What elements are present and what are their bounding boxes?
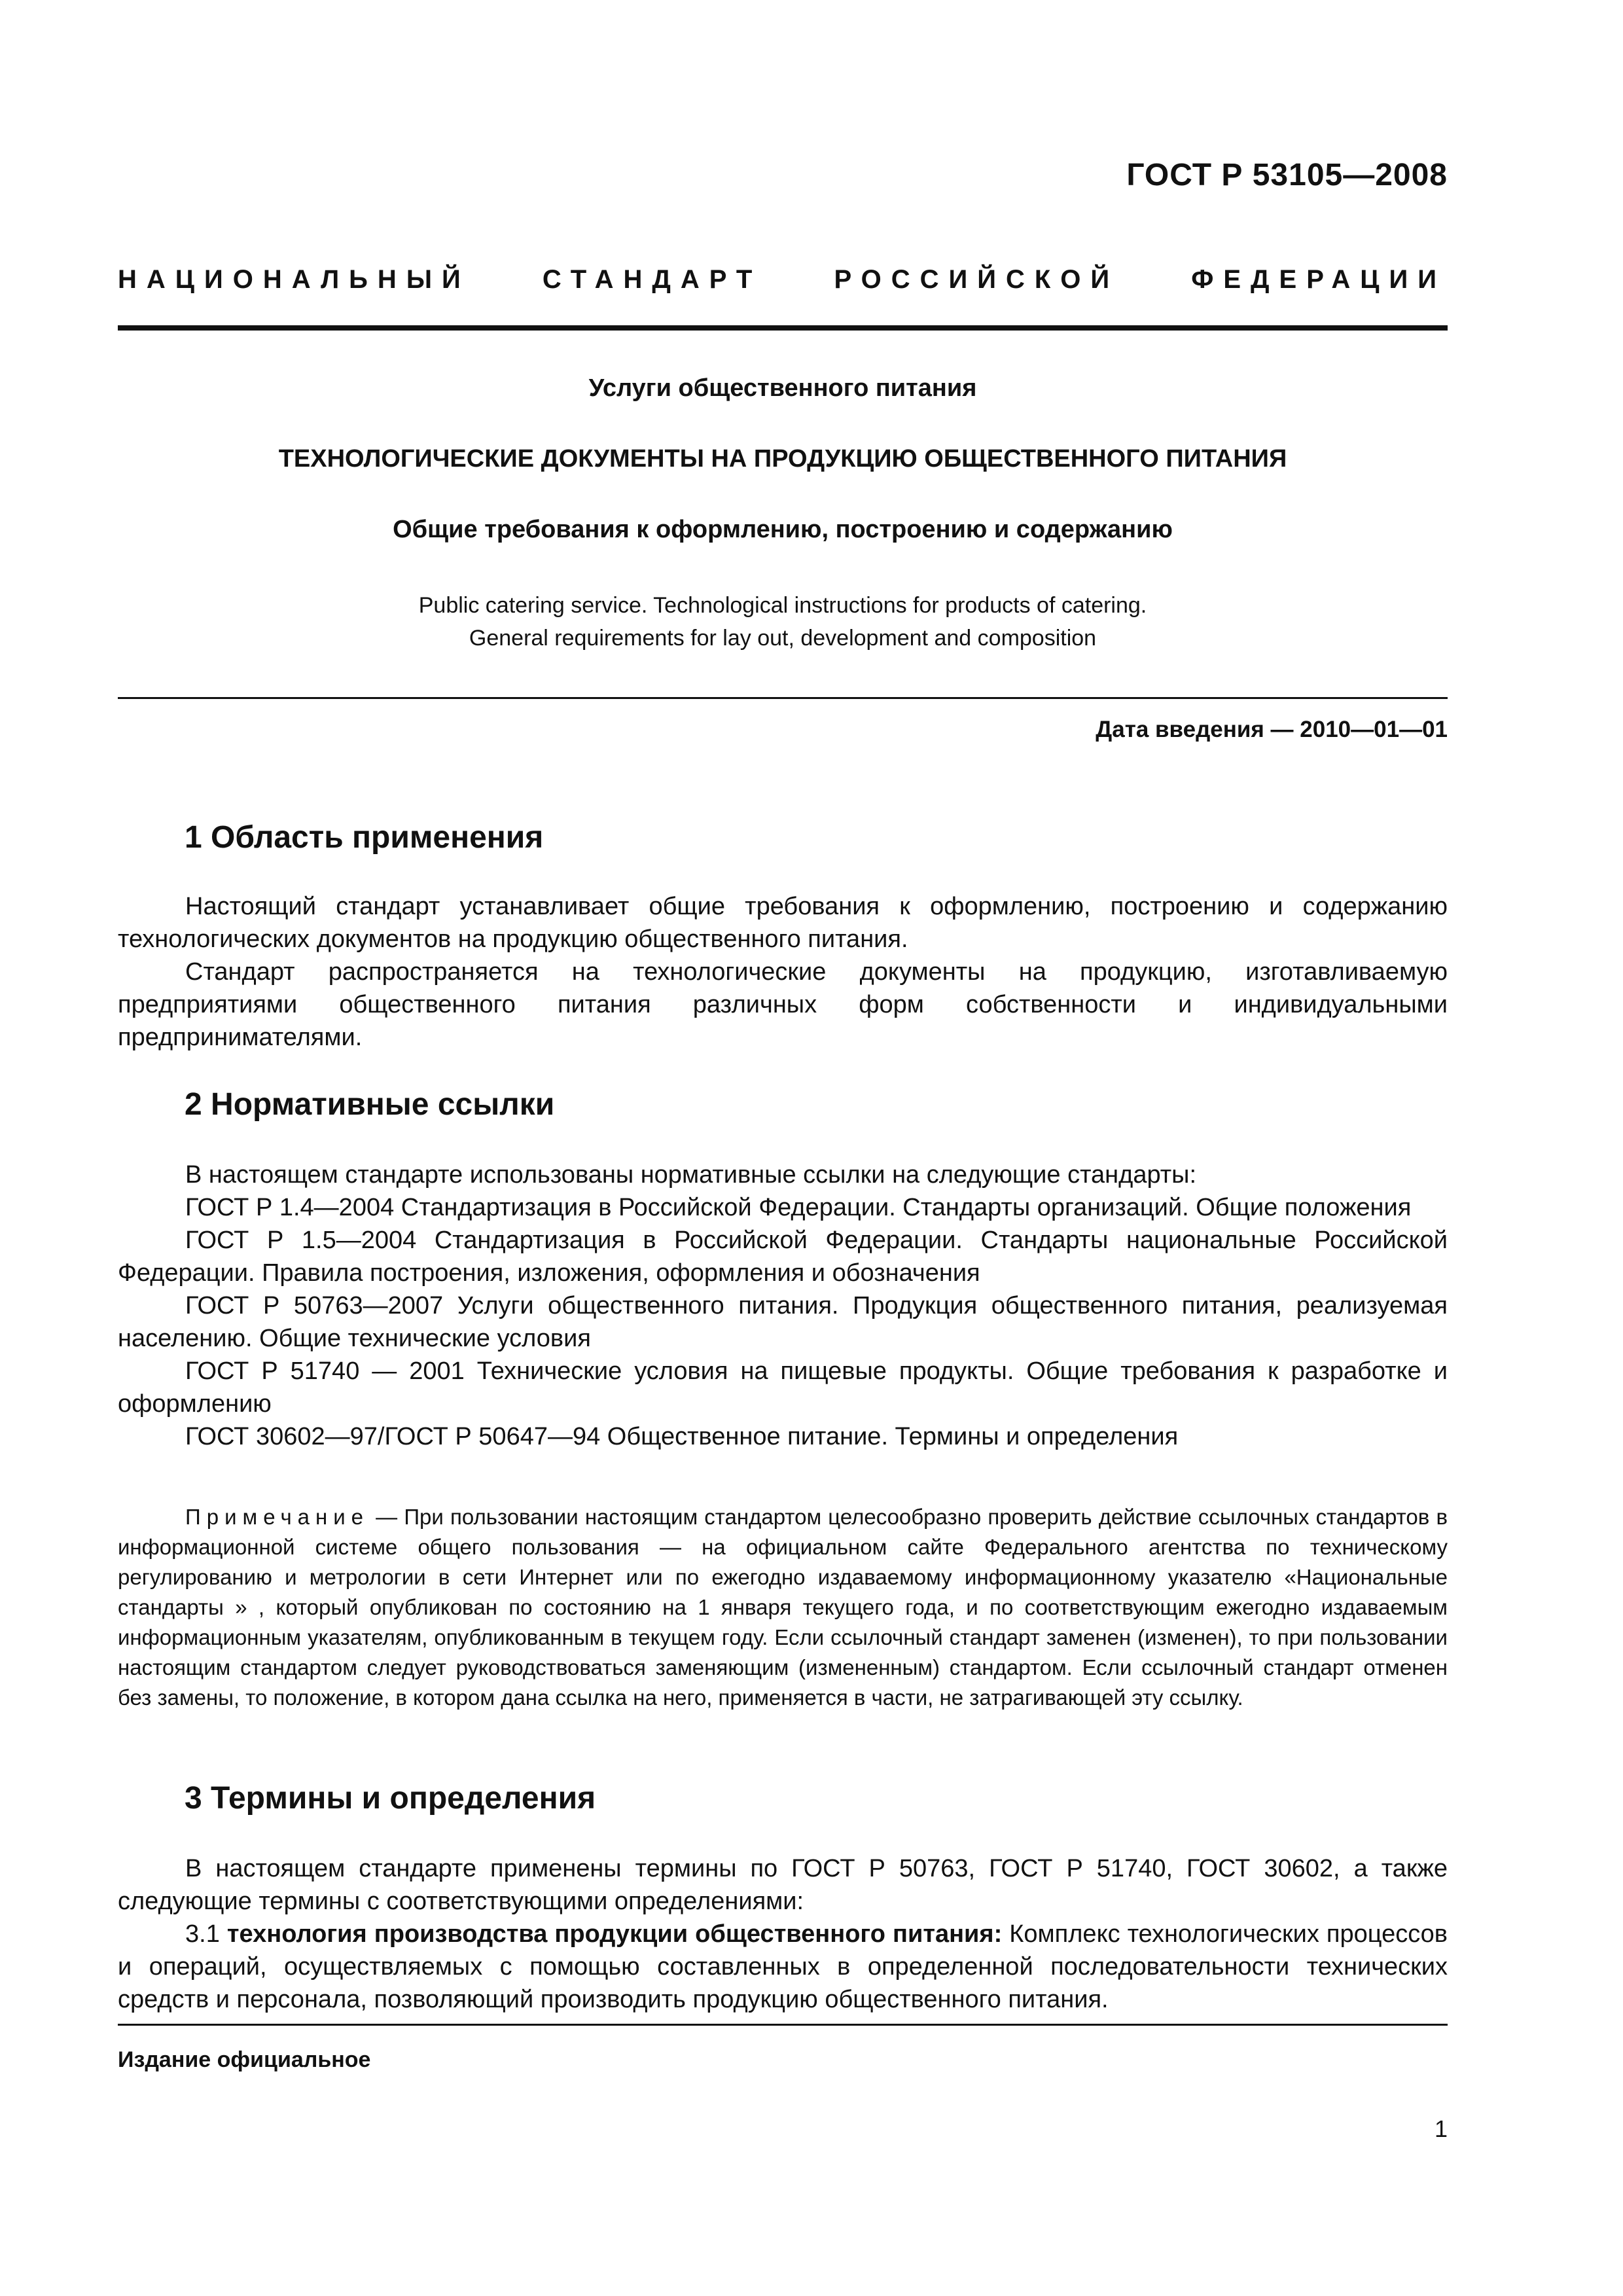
term-text: Комплекс технологических процессов и операций, осуществляемых с помощью составленных в определенной последовательности технических средств и персонала, позволяющий производить продукцию общественного питания. (118, 1920, 1448, 2013)
document-title: ТЕХНОЛОГИЧЕСКИЕ ДОКУМЕНТЫ НА ПРОДУКЦИЮ ОБЩЕСТВЕННОГО ПИТАНИЯ (278, 445, 1287, 473)
english-title-line: Public catering service. Technological instructions for products of catering. (418, 593, 1147, 618)
english-title (118, 589, 1448, 655)
banner-word: НАЦИОНАЛЬНЫЙ (118, 265, 471, 294)
note-label: Примечание (185, 1505, 370, 1529)
introduction-date: Дата введения — 2010—01—01 (1096, 717, 1448, 742)
banner-word: РОССИЙСКОЙ (834, 265, 1120, 294)
section-heading: 1 Область применения (185, 820, 544, 855)
paragraph: В настоящем стандарте использованы нормативные ссылки на следующие стандарты: (185, 1161, 1197, 1189)
section-2-body (118, 1158, 1448, 1453)
reference-item: ГОСТ Р 1.5—2004 Стандартизация в Российской Федерации. Стандарты национальные Российской Федерации. Правила построения, изложения, оформления и обозначения (118, 1227, 1448, 1287)
header-divider (118, 325, 1448, 331)
title-divider (118, 697, 1448, 699)
term-definition (118, 1918, 1448, 2016)
reference-item: ГОСТ 30602—97/ГОСТ Р 50647—94 Общественное питание. Термины и определения (185, 1423, 1179, 1450)
banner-word: ФЕДЕРАЦИИ (1191, 265, 1446, 294)
note-paragraph (118, 1502, 1448, 1713)
note-block (118, 1502, 1448, 1713)
banner-word: СТАНДАРТ (542, 265, 762, 294)
section-heading: 2 Нормативные ссылки (185, 1087, 555, 1122)
document-subtitle: Общие требования к оформлению, построению и содержанию (393, 516, 1173, 543)
english-title-line: General requirements for lay out, development and composition (469, 626, 1097, 651)
section-heading: 3 Термины и определения (185, 1781, 596, 1816)
paragraph: В настоящем стандарте применены термины по ГОСТ Р 50763, ГОСТ Р 51740, ГОСТ 30602, а также следующие термины с соответствующими определениями: (118, 1855, 1448, 1915)
official-edition-label: Издание официальное (118, 2047, 371, 2072)
paragraph: Настоящий стандарт устанавливает общие требования к оформлению, построению и содержанию технологических документов на продукцию общественного питания. (118, 893, 1448, 953)
section-1-body (118, 890, 1448, 1054)
reference-item: ГОСТ Р 50763—2007 Услуги общественного питания. Продукция общественного питания, реализуемая населению. Общие технические условия (118, 1292, 1448, 1352)
service-title: Услуги общественного питания (588, 374, 977, 402)
term-name: технология производства продукции общественного питания: (226, 1920, 1003, 1948)
note-text: — При пользовании настоящим стандартом целесообразно проверить действие ссылочных стандартов в информационной системе общего пользования — на официальном сайте Федерального агентства по техническому регулированию и метрологии в сети Интернет или по ежегодно издаваемому информационному указателю «Национальные стандарты » , который опубликован по состоянию на 1 января текущего года, и по соответствующим ежегодно издаваемым информационным указателям, опубликованным в текущем году. Если ссылочный стандарт заменен (изменен), то при пользовании настоящим стандартом следует руководствоваться заменяющим (измененным) стандартом. Если ссылочный стандарт отменен без замены, то положение, в котором дана ссылка на него, применяется в части, не затрагивающей эту ссылку. (118, 1505, 1448, 1710)
section-3-body (118, 1852, 1448, 2016)
paragraph: Стандарт распространяется на технологические документы на продукцию, изготавливаемую предприятиями общественного питания различных форм собственности и индивидуальными предпринимателями. (118, 958, 1448, 1051)
reference-item: ГОСТ Р 51740 — 2001 Технические условия на пищевые продукты. Общие требования к разработке и оформлению (118, 1357, 1448, 1418)
reference-item: ГОСТ Р 1.4—2004 Стандартизация в Российской Федерации. Стандарты организаций. Общие положения (185, 1194, 1412, 1221)
footer-divider (118, 2024, 1448, 2026)
term-number: 3.1 (185, 1920, 227, 1948)
national-standard-banner (118, 265, 1446, 295)
standard-number: ГОСТ Р 53105—2008 (1126, 158, 1448, 192)
page-number: 1 (1434, 2115, 1448, 2142)
